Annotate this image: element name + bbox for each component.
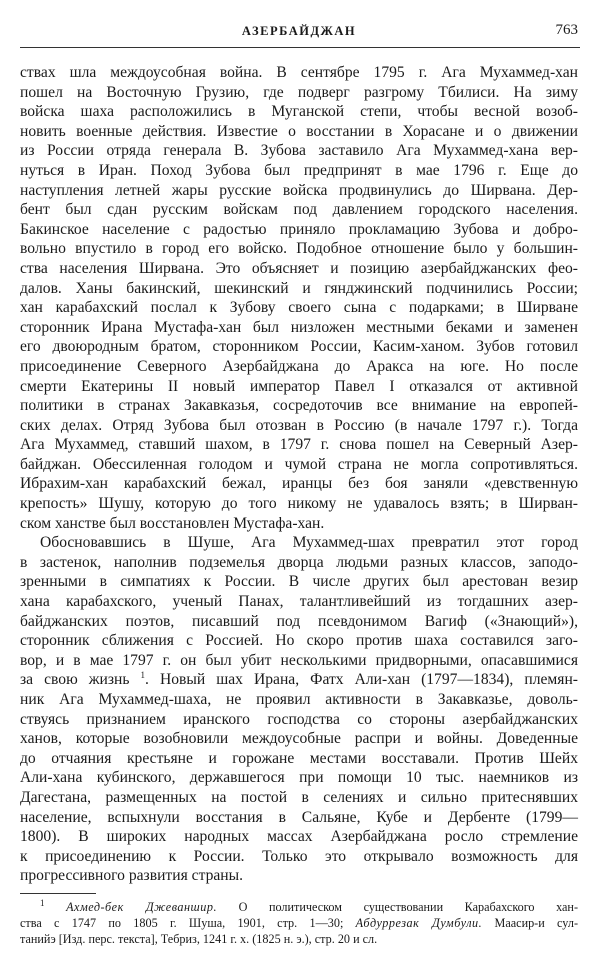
text-line: бент был сдан русским войскам под давлением городского населения. [20,201,578,219]
text-line: к присоединению к России. Только это открывало возможность для [20,847,578,865]
text-line: присоединение Северного Азербайджана до Аракса на юге. Но после [20,357,578,375]
text-line: пошел на Восточную Грузию, где подверг разгрому Тбилиси. На зиму [20,83,578,101]
text-line: ствах шла междоусобная война. В сентябре 1795 г. Ага Мухаммед-хан [20,64,578,81]
text-span: племян- [524,671,578,689]
footnote-reference[interactable]: 1 [140,670,146,681]
text-line [20,670,578,690]
text-line: сторонник Ирана Мустафа-хан был низложен местными беками и заменен [20,318,578,336]
footnote-line: танийэ [Изд. перс. текста], Тебриз, 1241 г. х. (1825 н. э.), стр. 20 и сл. [20,932,378,946]
text-line: Обосновавшись в Шуше, Ага Мухаммед-шах превратил этот город [40,534,578,552]
footnote-text: ства с 1747 по 1805 г. Шуша, 1901, стр. 1—30; [20,916,344,930]
text-line: политики в странах Закавказья, сосредоточив все внимание на европей- [20,397,578,415]
running-title: АЗЕРБАЙДЖАН [241,24,357,38]
text-span: за свою жизнь [20,671,130,689]
text-line: смерти Екатерины II новый император Павел I отказался от активной [20,377,578,395]
footnote-line [20,915,578,931]
text-line: в застенок, наполнив подземелья дворца людьми разных классов, заподо- [20,553,578,571]
text-line: 1800). В широких народных массах Азербайджана росло стремление [20,828,578,846]
footnote-text: Маасир-и сул- [494,916,578,930]
text-line: байджан. Обессиленная голодом и чумой страна не могла сопротивляться. [20,455,578,473]
footnote-text: О политическом существовании Карабахского хан- [238,900,579,914]
text-line: новить военные действия. Известие о восстании в Хорасане и о движении [20,122,578,140]
footnote-rule [20,893,96,894]
paragraph-1 [20,63,578,533]
text-line: крепость» Шушу, которую до того никому не удавалось взять; в Ширван- [20,495,578,513]
text-line: вор, и в мае 1797 г. он был убит несколькими придворными, опасавшимися [20,651,578,669]
footnote-author: Абдуррезак Думбули. [355,916,483,930]
text-span: . Новый шах Ирана, Фатх Али-хан (1797—1834), [145,671,514,689]
text-line: Ага Мухаммед, ставший шахом, в 1797 г. снова пошел на Северный Азер- [20,436,578,454]
page-number: 763 [555,22,578,38]
text-line: до отчаяния крестьяне и горожане местами восставали. Против Шейх [20,749,578,767]
text-line: сторонник сближения с Россией. Но скоро против шаха составился заго- [20,632,578,650]
text-line: Ибрахим-хан карабахский бежал, иранцы без боя заняли «девственную [20,475,578,493]
footnote-author: Ахмед-бек Джеваншир. [66,900,217,914]
text-line: Бакинское население с радостью приняло прокламацию Зубова и добро- [20,220,578,238]
paragraph-2 [20,533,578,886]
text-line: далов. Ханы бакинский, шекинский и гянджинский подчинились России; [20,279,578,297]
text-line: нуться в Иран. Поход Зубова был предпринят в мае 1796 г. Еще до [20,161,578,179]
text-line: Дагестана, размещенных на постой в селениях и сильно притеснявших [20,788,578,806]
text-line: войска шаха расположились в Муганской степи, чтобы весной возоб- [20,103,578,121]
text-line: его двоюродным братом, сторонником России, Касим-ханом. Зубов готовил [20,338,578,356]
text-line: байджанских поэтов, писавший под псевдонимом Вагиф («Знающий»), [20,612,578,630]
footnotes [20,899,578,947]
text-line: ских делах. Отряд Зубова был отозван в Россию (в начале 1797 г.). Тогда [20,416,578,434]
body-text [20,63,578,886]
text-line: прогрессивного развития страны. [20,867,244,885]
text-line: хан карабахский послал к Зубову своего сына с подарками; в Ширване [20,299,578,317]
text-line: вольно впустило в город его войско. Подобное отношение было у большин- [20,240,578,258]
text-line: наступления летней жары русские войска продвинулись до Ширвана. Дер- [20,181,578,199]
footnote-line [20,899,578,915]
page-header [20,22,578,44]
text-line: ник Ага Мухаммед-шаха, не проявил активности в Закавказье, доволь- [20,691,578,708]
text-line: ства населения Ширвана. Это объясняет и позицию азербайджанских фео- [20,259,578,277]
text-line: хана карабахского, ученый Панах, талантливейший из тогдашних азер- [20,593,578,611]
text-line: Али-хана кубинского, державшегося при помощи 10 тыс. наемников из [20,769,578,787]
text-line: ствуясь признанием иранского господства со стороны азербайджанских [20,710,578,728]
text-line: из России отряда генерала В. Зубова заставило Ага Мухаммед-хана вер- [20,142,578,160]
text-line: ханов, которые возобновили междоусобные распри и войны. Доведенные [20,730,578,748]
header-rule [20,47,580,48]
footnote-marker: 1 [40,897,45,908]
text-line: население, вспыхнули восстания в Сальяне, Кубе и Дербенте (1799— [20,808,578,826]
text-line: зренными в симпатиях к России. В числе других был арестован везир [20,573,578,591]
text-line: ском ханстве был восстановлен Мустафа-хан. [20,514,325,532]
